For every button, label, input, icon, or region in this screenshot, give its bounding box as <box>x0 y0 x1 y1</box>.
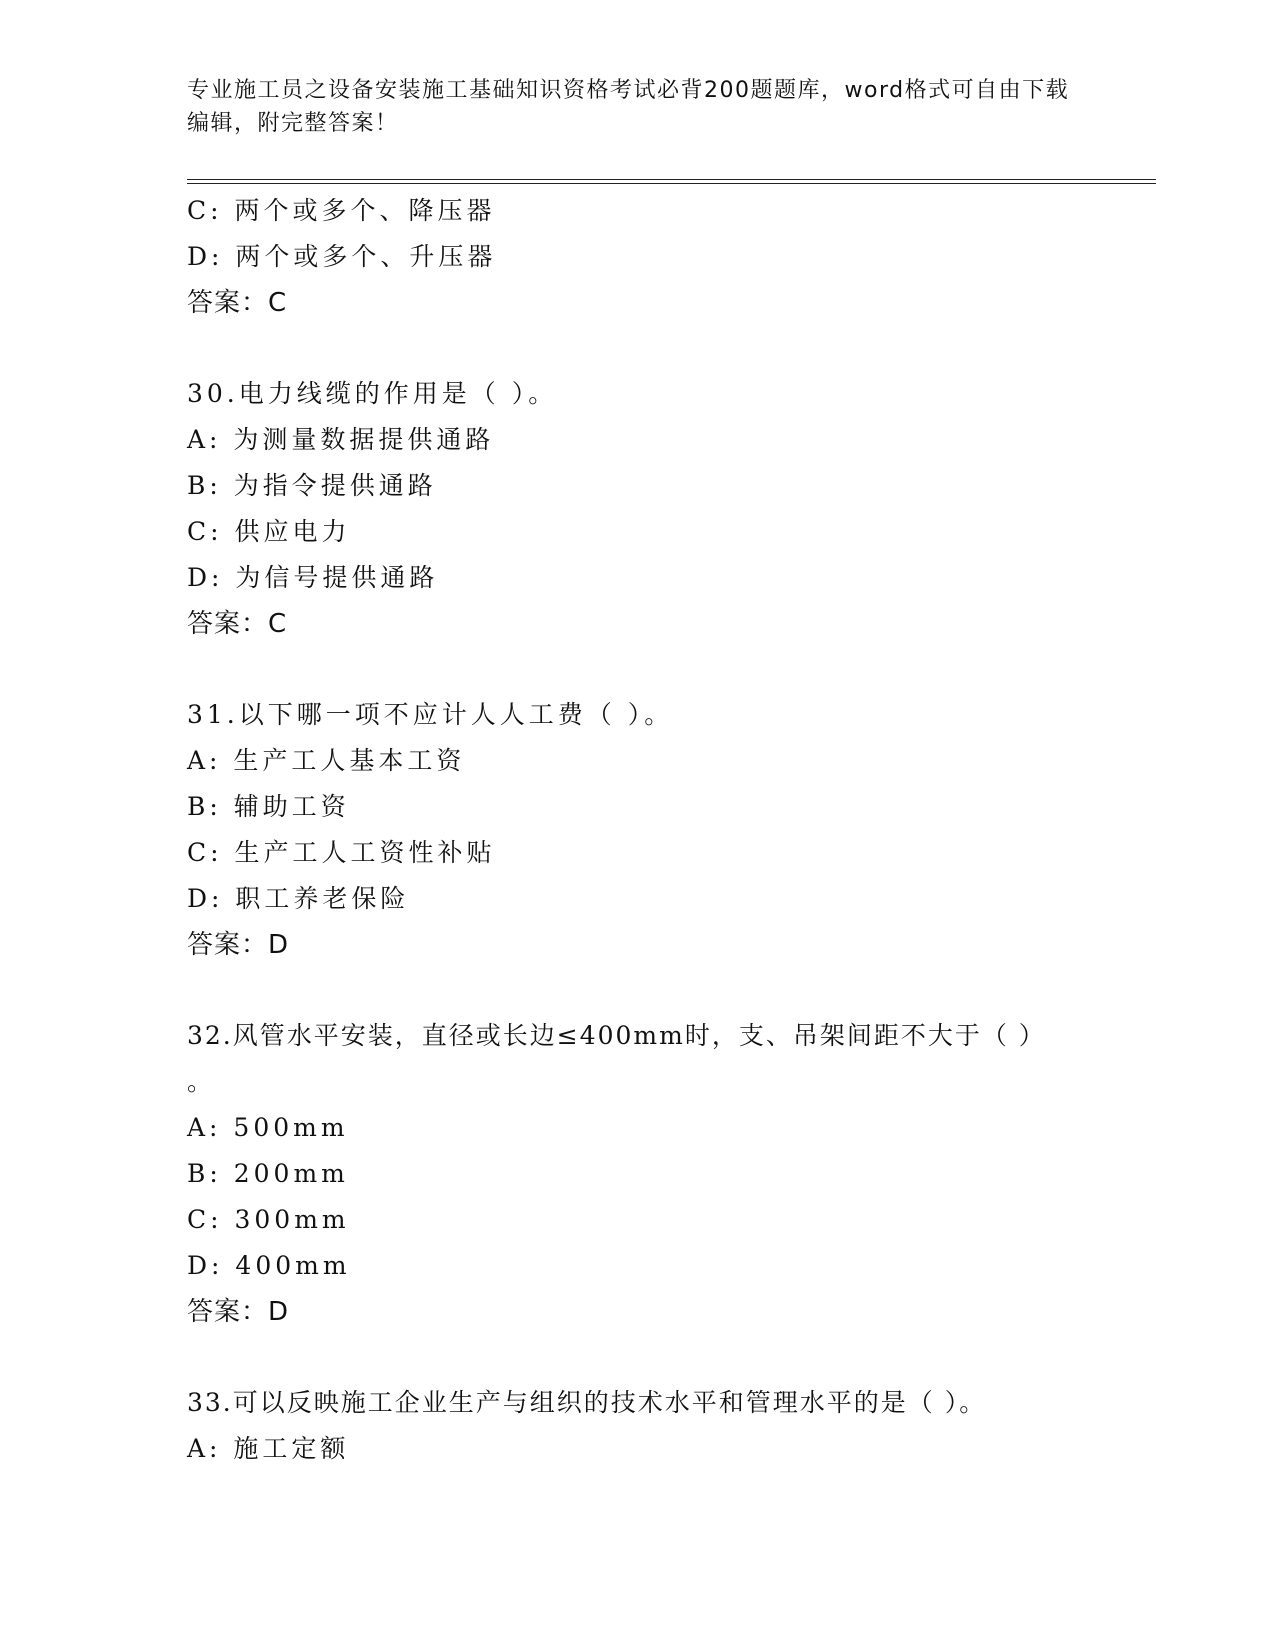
option-line: D: 400mm <box>187 1251 351 1280</box>
spacer <box>187 326 1087 371</box>
question-stem: 32.风管水平安装，直径或长边≤400mm时，支、吊架间距不大于（ ） <box>187 1021 1046 1050</box>
option-line: A: 施工定额 <box>187 1434 350 1463</box>
answer-line: 答案：C <box>187 609 288 639</box>
option-line: D: 职工养老保险 <box>187 884 410 913</box>
option-line: C: 300mm <box>187 1205 350 1234</box>
option-line: B: 为指令提供通路 <box>187 471 437 500</box>
option-line: A: 500mm <box>187 1113 349 1142</box>
document-body <box>187 188 1087 1472</box>
question-stem: 33.可以反映施工企业生产与组织的技术水平和管理水平的是（ ）。 <box>187 1388 987 1417</box>
option-line: C: 供应电力 <box>187 517 351 546</box>
answer-line: 答案：D <box>187 930 290 960</box>
question-stem: 31.以下哪一项不应计人人工费（ ）。 <box>187 700 674 729</box>
option-line: C: 生产工人工资性补贴 <box>187 838 496 867</box>
answer-line: 答案：D <box>187 1297 290 1327</box>
option-line: B: 200mm <box>187 1159 349 1188</box>
question-stem: 30.电力线缆的作用是（ ）。 <box>187 379 558 408</box>
spacer <box>187 968 1087 1013</box>
option-line: A: 生产工人基本工资 <box>187 746 466 775</box>
spacer <box>187 647 1087 692</box>
header-divider <box>187 179 1156 184</box>
option-line: B: 辅助工资 <box>187 792 350 821</box>
answer-line: 答案：C <box>187 288 288 318</box>
option-line: C: 两个或多个、降压器 <box>187 196 496 225</box>
document-header: 专业施工员之设备安装施工基础知识资格考试必背200题题库，word格式可自由下载编辑，附完整答案！ <box>187 78 1070 136</box>
option-line: A: 为测量数据提供通路 <box>187 425 495 454</box>
option-line: D: 两个或多个、升压器 <box>187 242 497 271</box>
option-line: D: 为信号提供通路 <box>187 563 439 592</box>
spacer <box>187 1335 1087 1380</box>
question-stem-continuation: 。 <box>187 1067 217 1096</box>
